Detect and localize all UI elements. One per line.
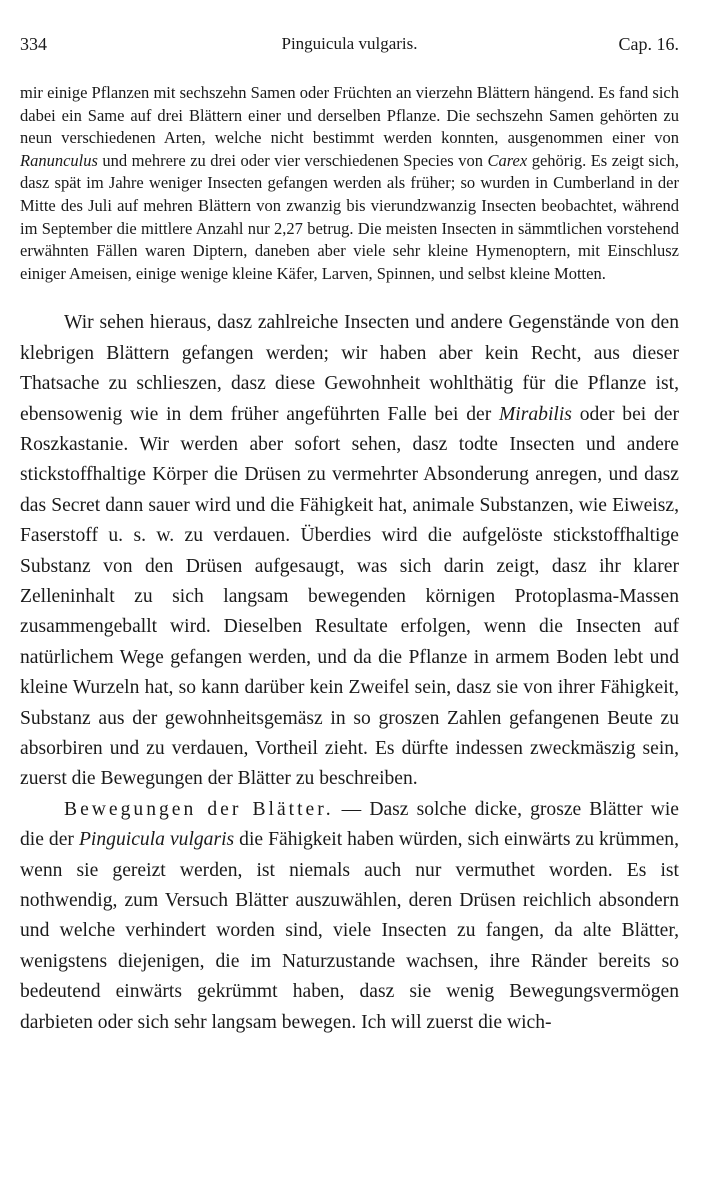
text-run: mir einige Pflanzen mit sechszehn Samen oder Früchten an vierzehn Blättern hängend. Es fand sich dabei ein Same auf drei Blättern einer und derselben Pflanze. Die sechszehn Samen gehörten zu neun verschiedenen Arten, welche nicht bestimmt werden konnten, ausgenommen einer von	[20, 83, 679, 148]
text-run: gehörig. Es zeigt sich, dasz spät im Jahre weniger Insecten gefangen werden als früher; so wurden in Cumberland in der Mitte des Juli auf mehren Blättern von zwanzig bis vierundzwanzig Insecten beobachtet, während im September die mittlere Anzahl nur 2,27 betrug. Die meisten Insecten in sämmtlichen vorstehend erwähnten Fällen waren Diptern, daneben aber viele sehr kleine Hymenoptern, mit Einschlusz einiger Ameisen, einige wenige kleine Käfer, Larven, Spinnen, und selbst kleine Motten.	[20, 150, 679, 283]
text-run: die Fähigkeit haben würden, sich einwärts zu krümmen, wenn sie gereizt werden, ist niemals auch nur vermuthet worden. Es ist nothwendig, zum Versuch Blätter auszuwählen, deren Drüsen reichlich absondern und welche verhindert worden sind, viele Insecten zu fangen, da alte Blätter, wenigstens diejenigen, die im Naturzustande wachsen, ihre Ränder bereits so bedeutend einwärts gekrümmt haben, dasz sie wenig Bewegungsvermögen darbieten oder sich sehr langsam bewegen. Ich will zuerst die wich-	[20, 829, 680, 1033]
text-run: oder bei der Roszkastanie. Wir werden aber sofort sehen, dasz todte Insecten und andere stickstoffhaltige Körper die Drüsen zu vermehrter Absonderung anregen, und dasz das Secret dann sauer wird und die Fähigkeit hat, animale Substanzen, wie Eiweisz, Faserstoff u. s. w. zu verdauen. Überdies wird die aufgelöste stickstoffhaltige Substanz von den Drüsen aufgesaugt, was sich darin zeigt, dasz ihr klarer Zelleninhalt zu sich langsam bewegenden körnigen Protoplasma-Massen zusammengeballt wird. Dieselben Resultate erfolgen, wenn die Insecten auf natürlichem Wege gefangen werden, und da die Pflanze in armem Boden lebt und kleine Wurzeln hat, so kann darüber kein Zweifel sein, dasz sie von ihrer Fähigkeit, Substanz aus der gewohnheitsgemäsz in so groszen Zahlen gefangenen Beute zu absorbiren und zu verdauen, Vortheil zieht. Es dürfte indessen zweckmäszig sein, zuerst die Bewegungen der Blätter zu beschreiben.	[20, 403, 679, 790]
page-number: 334	[20, 34, 47, 54]
paragraph-main-2	[20, 795, 679, 1038]
italic-genus-ranunculus: Ranunculus	[20, 150, 98, 170]
italic-genus-mirabilis: Mirabilis	[498, 403, 572, 425]
text-run: Wir sehen hieraus, dasz zahlreiche Insecten und andere Gegenstände von den klebrigen Blättern gefangen werden; wir haben aber kein Recht, aus dieser Thatsache zu schlieszen, dasz diese Gewohnheit wohlthätig für die Pflanze ist, ebensowenig wie in dem früher angeführten Falle bei der	[20, 312, 679, 425]
section-heading-bewegungen: Bewegungen der Blätter.	[64, 798, 334, 820]
book-page	[20, 34, 679, 1038]
text-run: und mehrere zu drei oder vier verschiedenen Species von	[97, 150, 488, 170]
paragraph-main-1	[20, 308, 679, 795]
chapter-label: Cap. 16.	[618, 34, 679, 54]
running-header	[20, 34, 679, 62]
italic-species-name: Pinguicula vulgaris	[78, 829, 235, 851]
text-run: — Dasz solche dicke, grosze Blätter wie die der	[20, 798, 679, 851]
italic-genus-carex: Carex	[487, 150, 528, 170]
paragraph-small-print	[20, 82, 679, 285]
running-title: Pinguicula vulgaris.	[281, 34, 418, 53]
